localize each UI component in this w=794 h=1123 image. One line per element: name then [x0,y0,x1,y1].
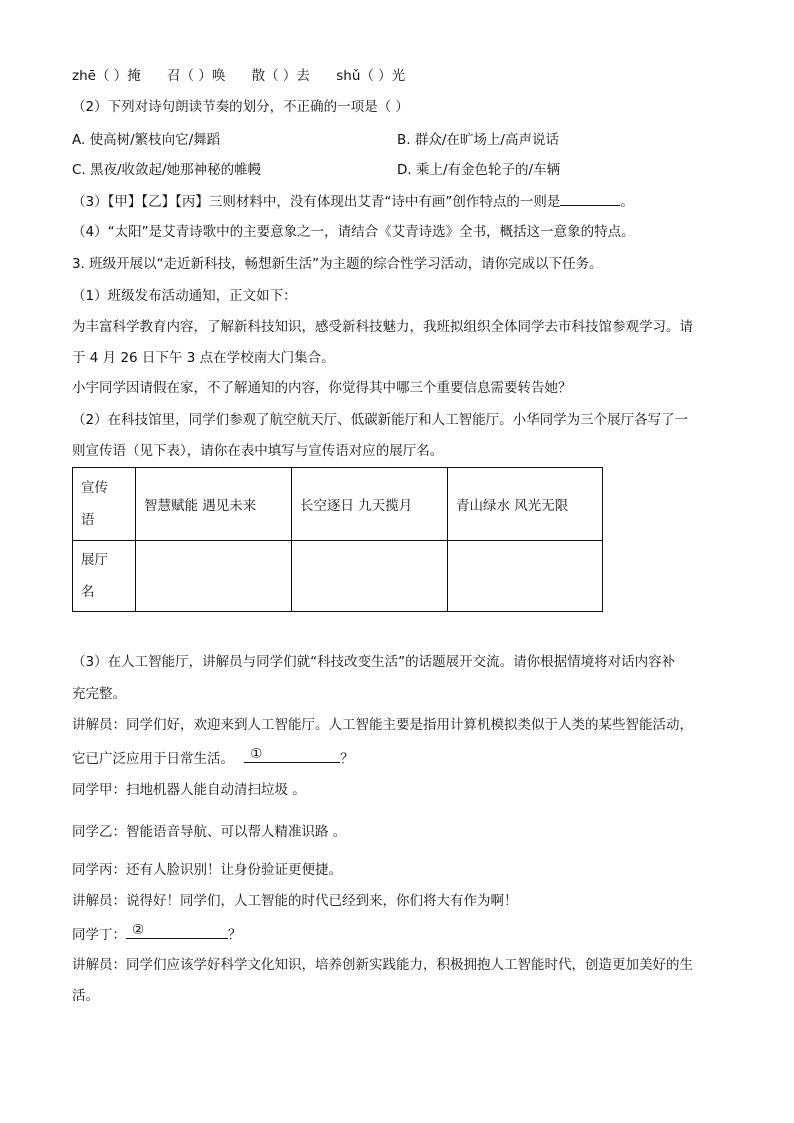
blank-1-label: ① [250,746,263,762]
slogan-table [72,467,603,612]
hall-name-header-line-1: 展厅 [81,552,108,568]
answer-blank-2[interactable] [126,922,228,939]
hall-name-answer-cell-2[interactable] [292,541,448,612]
pinyin-item-4: shǔ（ ）光 [336,68,406,84]
student-yi: 同学乙：智能语音导航、可以帮人精准识路 。 [72,824,347,840]
pinyin-line [72,66,405,86]
question-3 [72,191,634,212]
slogan-header-cell [73,468,136,541]
blank-2-label: ② [132,922,145,938]
guide-speech-1-text: 它已广泛应用于日常生活。 [72,751,234,767]
hall-name-answer-cell-1[interactable] [136,541,292,612]
question-2-stem: （2）下列对诗句朗读节奏的划分，不正确的一项是（ ） [72,99,409,115]
answer-blank-1[interactable] [244,746,340,763]
guide-speech-1-line-1: 讲解员：同学们好，欢迎来到人工智能厅。人工智能主要是指用计算机模拟类似于人类的某些智能活动， [72,717,693,733]
pinyin-item-3: 散（ ）去 [251,68,310,84]
guide-speech-2: 讲解员：说得好！同学们，人工智能的时代已经到来，你们将大有作为啊！ [72,893,518,909]
hall-name-answer-cell-3[interactable] [448,541,603,612]
task-3-intro-line-2: 充完整。 [72,686,126,702]
answer-blank-q3[interactable] [560,191,620,206]
notice-line-2: 于 4 月 26 日下午 3 点在学校南大门集合。 [72,350,335,366]
task-3-intro-line-1: （3）在人工智能厅，讲解员与同学们就“科技改变生活”的话题展开交流。请你根据情境将对话内容补 [72,654,676,670]
task-1-question: 小宇同学因请假在家，不了解通知的内容，你觉得其中哪三个重要信息需要转告她？ [72,380,572,396]
pinyin-item-1: zhē（ ）掩 [72,68,141,84]
student-ding-line [72,922,242,945]
option-c: C. 黑夜/收敛起/她那神秘的帷幔 [72,162,262,178]
student-bing: 同学丙：还有人脸识别！让身份验证更便捷。 [72,862,342,878]
slogan-row [73,468,603,541]
guide-speech-3-line-2: 活。 [72,988,99,1004]
blank-2-end: ？ [228,927,242,943]
slogan-header-line-1: 宣传 [81,480,108,496]
option-b: B. 群众/在旷场上/高声说话 [397,132,559,148]
task-1-heading: （1）班级发布活动通知，正文如下： [72,288,297,304]
option-d: D. 乘上/有金色轮子的/车辆 [397,162,561,178]
question-3-end: 。 [620,194,634,210]
question-4: （4）“太阳”是艾青诗歌中的主要意象之一，请结合《艾青诗选》全书，概括这一意象的特点。 [72,224,635,240]
slogan-cell-2: 长空逐日 九天揽月 [292,468,448,541]
guide-speech-3-line-1: 讲解员：同学们应该学好科学文化知识，培养创新实践能力，积极拥抱人工智能时代，创造更加美好的生 [72,957,693,973]
slogan-cell-1: 智慧赋能 遇见未来 [136,468,292,541]
hall-name-row [73,541,603,612]
blank-1-end: ？ [340,751,354,767]
hall-name-header-cell [73,541,136,612]
task-2-line-1: （2）在科技馆里，同学们参观了航空航天厅、低碳新能厅和人工智能厅。小华同学为三个展厅各写了一 [72,412,689,428]
option-a: A. 使高树/繁枝向它/舞蹈 [72,132,221,148]
slogan-header-line-2: 语 [81,512,95,528]
pinyin-item-2: 召（ ）唤 [167,68,226,84]
task-2-line-2: 则宣传语（见下表），请你在表中填写与宣传语对应的展厅名。 [72,443,444,459]
notice-line-1: 为丰富科学教育内容，了解新科技知识，感受新科技魅力，我班拟组织全体同学去市科技馆参观学习。请 [72,319,693,335]
slogan-cell-3: 青山绿水 风光无限 [448,468,603,541]
hall-name-header-line-2: 名 [81,584,95,600]
guide-speech-1-line-2 [72,746,354,769]
student-jia: 同学甲：扫地机器人能自动清扫垃圾 。 [72,782,306,798]
student-ding-prefix: 同学丁： [72,927,126,943]
question-3-text: （3）【甲】【乙】【丙】三则材料中，没有体现出艾青“诗中有画”创作特点的一则是 [72,194,561,210]
section-3-title: 3. 班级开展以“走近新科技，畅想新生活”为主题的综合性学习活动，请你完成以下任务。 [72,256,603,272]
